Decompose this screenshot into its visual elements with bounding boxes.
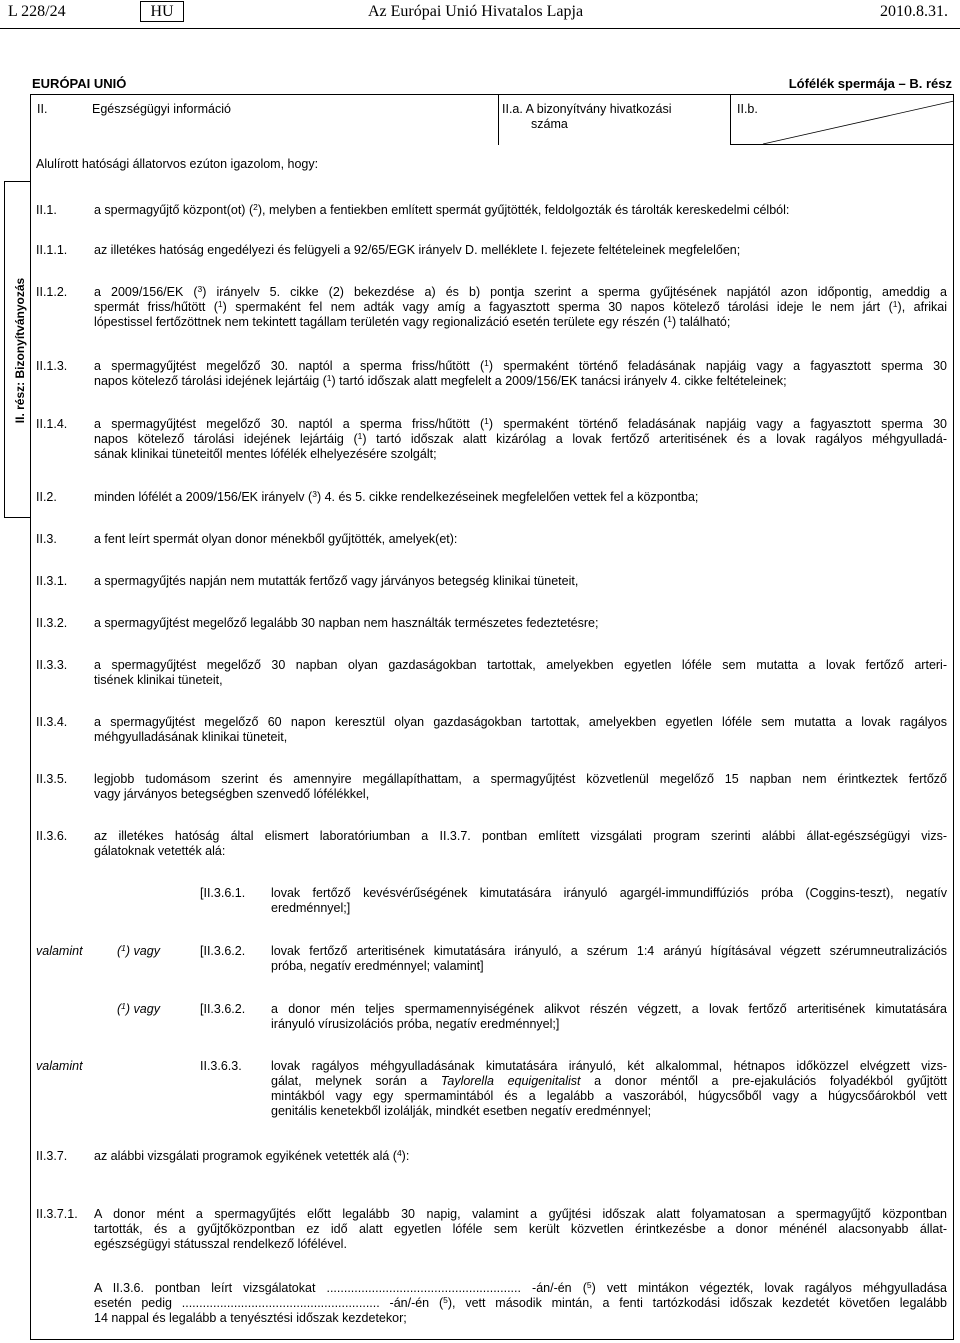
item-text: a spermagyűjtést megelőző 30. naptól a sperma friss/hűtött ($^1$) spermaként történő feladásának napjáig vagy a fagyasztott sperma 30 napos kötelező tárolási idejének lejártáig ($^1$) tartó időszak alatt kizárólag a lovak fertőző arteritisének és a lovak ragályos méhgyulladá- sának klinikai tüneteitől mentes lófélék elhelyezésére szolgált; — [94, 416, 947, 461]
sub-item-text: lovak fertőző arteritisének kimutatására irányuló, a szérum 1:4 arányú hígításával végzett szérumneutralizációs próba, negatív eredménnyel; valamint] — [271, 944, 947, 973]
side-label-box — [4, 181, 30, 518]
sub-item-number: [II.3.6.2. — [200, 1002, 246, 1016]
sampling-dates-paragraph: A II.3.6. pontban leírt vizsgálatokat ........................................................ -án/-én ($^5$) vett mintákon végezték, lovak ragályos méhgyulladása esetén pedig ......................................................... -án/-én ($^5$), vett második mintán, a fenti tartózkodási időszak kezdetét követően legalább 14 nappal és legalább a tenyésztési időszak kezdetekor; — [94, 1280, 947, 1325]
sub-item-number: [II.3.6.1. — [200, 886, 246, 900]
option-vagy: ($^1$) vagy — [117, 943, 160, 958]
diagonal-strike — [731, 95, 955, 145]
journal-header — [0, 0, 960, 28]
item-text: a spermagyűjtő központ(ot) ($^2$), melyben a fentiekben említett spermát gyűjtötték, feldolgozták és tárolták kereskedelmi célból: — [94, 202, 790, 217]
sub-item-number: II.3.6.3. — [200, 1059, 242, 1073]
item-text: a 2009/156/EK ($^3$) irányelv 5. cikke (2) bekezdése a) és b) pontja szerint a sperma gyűjtésének napjától azon időpontig, ameddig a spermát friss/hűtött ($^1$) spermaként fel nem adták vagy amíg a fagyasztott sperma 30 napos kötelező tárolási ideje le nem járt ($^1$), afrikai lópestissel fertőzöttnek nem tekintett tagállam területén vagy regionalizáció esetén területe egy részén ($^1$) található; — [94, 284, 947, 329]
journal-title: Az Európai Unió Hivatalos Lapja — [368, 3, 584, 20]
item-number: II.3.5. — [36, 772, 68, 786]
item-number: II.3.4. — [36, 715, 68, 729]
item-text: a spermagyűjtést megelőző legalább 30 napban nem használták természetes fedeztetésre; — [94, 616, 599, 630]
item-text: a spermagyűjtést megelőző 60 napon keresztül olyan gazdaságokban tartottak, amelyekben egyetlen lóféle sem mutatta a lovak ragályos méhgyulladásának klinikai tüneteit, — [94, 715, 947, 744]
item-text: a spermagyűjtés napján nem mutatták fertőző vagy járványos betegség klinikai tüneteit, — [94, 574, 579, 588]
item-number: II.3.7.1. — [36, 1207, 78, 1221]
certificate-title: Lófélék spermája – B. rész — [788, 76, 952, 91]
item-text: az alábbi vizsgálati programok egyikének vetették alá ($^4$): — [94, 1148, 410, 1163]
alternative-valamint: valamint — [36, 944, 83, 958]
item-text: az illetékes hatóság engedélyezi és felügyeli a 92/65/EGK irányelv D. melléklete I. fejezete feltételeinek megfelelően; — [94, 243, 741, 257]
item-number: II.3. — [36, 532, 57, 546]
item-text: a spermagyűjtést megelőző 30 napban olyan gazdaságokban tartottak, amelyekben egyetlen lóféle sem mutatta a lovak fertőző arteri- tisének klinikai tüneteit, — [94, 658, 947, 687]
reference-b-cell — [730, 95, 954, 145]
alternative-valamint: valamint — [36, 1059, 83, 1073]
page-number: L 228/24 — [8, 3, 66, 20]
item-text: a fent leírt spermát olyan donor ménekből gyűjtötték, amelyek(et): — [94, 532, 458, 546]
sub-item-text: lovak ragályos méhgyulladásának kimutatására irányuló, két alkalommal, hétnapos időközzel elvégzett vizs- gálat, melynek során a Taylorella equigenitalist a donor méntől a pre-ejakulációs folyadékból gyűjtött mintákból vagy egy spermamintából és a legalább a vaszorából, húgycsőből vagy a húgycsőárokból vett genitális kenetekből izolálják, mindkét esetben negatív eredménnyel; — [271, 1059, 947, 1118]
item-text: A donor mént a spermagyűjtés előtt legalább 30 napig, valamint a gyűjtési időszak alatt folyamatosan a spermagyűjtő központban tartották, és a gyűjtőközpontban ez idő alatt egyetlen lóféle sem került közvetlen érintkezésbe a donor ménénél alacsonyabb állat- egészségügyi státusszal rendelkező lófélével. — [94, 1207, 947, 1251]
item-text: legjobb tudomásom szerint és amennyire megállapíthattam, a spermagyűjtést közvetlenül megelőző 15 napban nem érintkeztek fertőző vagy járványos betegségben szenvedő lófélékkel, — [94, 772, 947, 801]
header-rule — [0, 28, 960, 29]
intro-text: Alulírott hatósági állatorvos ezúton igazolom, hogy: — [36, 157, 319, 171]
item-number: II.1. — [36, 203, 57, 217]
item-number: II.3.6. — [36, 829, 68, 843]
language-badge: HU — [140, 1, 184, 22]
reference-b-label: II.b. — [737, 102, 758, 116]
item-number: II.1.1. — [36, 243, 68, 257]
certificate-header-table — [30, 94, 954, 144]
section-title: Egészségügyi információ — [92, 102, 231, 116]
item-number: II.3.2. — [36, 616, 68, 630]
sub-item-text: a donor mén teljes spermamennyiségének alikvot részén végzett, a lovak fertőző arteritisének kimutatására irányuló vírusizolációs próba, negatív eredménnyel;] — [271, 1002, 947, 1031]
item-number: II.1.2. — [36, 285, 68, 299]
reference-label-cont: száma — [531, 117, 568, 131]
item-number: II.2. — [36, 490, 57, 504]
item-text: minden lófélét a 2009/156/EK irányelv ($^3$) 4. és 5. cikke rendelkezéseinek megfelelően vettek fel a központba; — [94, 489, 699, 504]
item-text: a spermagyűjtést megelőző 30. naptól a sperma friss/hűtött ($^1$) spermaként történő feladásának napjáig vagy a fagyasztott sperma 30 napos kötelező tárolási idejének lejártáig ($^1$) tartó időszak alatt megfelelt a 2009/156/EK tanácsi irányelv 4. cikke feltételeinek; — [94, 358, 947, 388]
option-vagy: ($^1$) vagy — [117, 1001, 160, 1016]
item-number: II.3.7. — [36, 1149, 68, 1163]
side-label: II. rész: Bizonyítványozás — [13, 277, 27, 424]
item-number: II.1.4. — [36, 417, 68, 431]
sub-item-number: [II.3.6.2. — [200, 944, 246, 958]
reference-label: II.a. A bizonyítvány hivatkozási — [502, 102, 672, 116]
item-number: II.3.1. — [36, 574, 68, 588]
eu-label: EURÓPAI UNIÓ — [32, 76, 127, 91]
sub-item-text: lovak fertőző kevésvérűségének kimutatására irányuló agargél-immundiffúziós próba (Coggins-teszt), negatív eredménnyel;] — [271, 886, 947, 915]
item-number: II.1.3. — [36, 359, 68, 373]
certificate-reference-cell — [498, 95, 730, 145]
section-number: II. — [30, 95, 86, 145]
item-text: az illetékes hatóság által elismert laboratóriumban a II.3.7. pontban említett vizsgálati program szerinti alábbi állat-egészségügyi vizs- gálatoknak vetették alá: — [94, 829, 947, 858]
item-number: II.3.3. — [36, 658, 68, 672]
journal-date: 2010.8.31. — [880, 3, 948, 20]
